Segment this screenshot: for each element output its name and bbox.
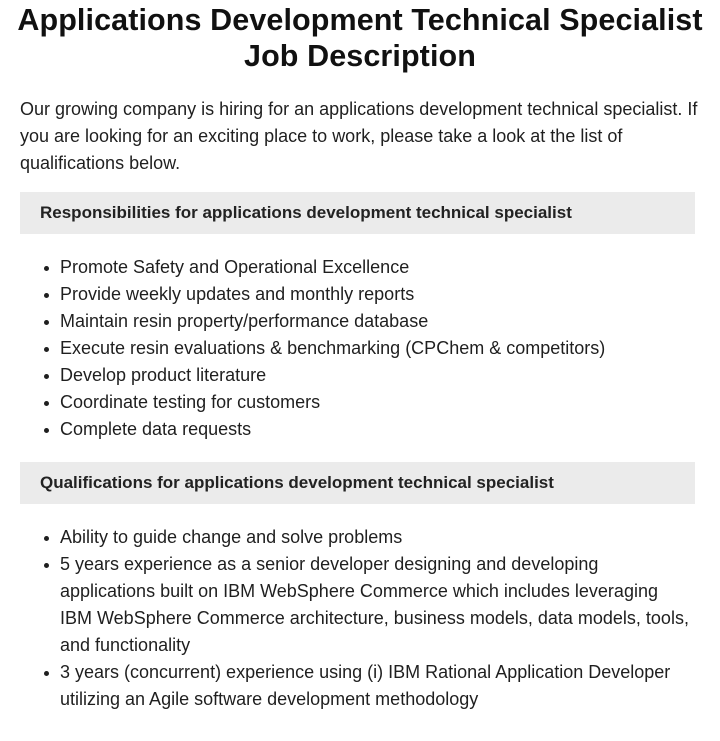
list-item: 3 years (concurrent) experience using (i) IBM Rational Application Developer utilizing an Agile software development methodology [60, 659, 720, 713]
list-item: 5 years experience as a senior developer designing and developing applications built on IBM WebSphere Commerce which includes leveraging IBM WebSphere Commerce architecture, business models, data models, tools, and functionality [60, 551, 720, 659]
list-item: Provide weekly updates and monthly reports [60, 281, 720, 308]
qualifications-header [20, 462, 695, 504]
responsibilities-list [0, 254, 720, 443]
list-item: Promote Safety and Operational Excellence [60, 254, 720, 281]
qualifications-heading: Qualifications for applications development technical specialist [40, 473, 554, 492]
page-title-line-2: Job Description [244, 39, 476, 73]
responsibilities-heading: Responsibilities for applications development technical specialist [40, 203, 572, 222]
list-item: Coordinate testing for customers [60, 389, 720, 416]
list-item: Maintain resin property/performance database [60, 308, 720, 335]
list-item: Ability to guide change and solve problems [60, 524, 720, 551]
list-item: Develop product literature [60, 362, 720, 389]
list-item: Complete data requests [60, 416, 720, 443]
page-title-line-1: Applications Development Technical Specialist [17, 3, 703, 37]
intro-paragraph: Our growing company is hiring for an applications development technical specialist. If you are looking for an exciting place to work, please take a look at the list of qualifications below. [20, 99, 698, 173]
list-item: Execute resin evaluations & benchmarking (CPChem & competitors) [60, 335, 720, 362]
responsibilities-header [20, 192, 695, 234]
qualifications-list [0, 524, 720, 713]
page-title [0, 0, 720, 74]
